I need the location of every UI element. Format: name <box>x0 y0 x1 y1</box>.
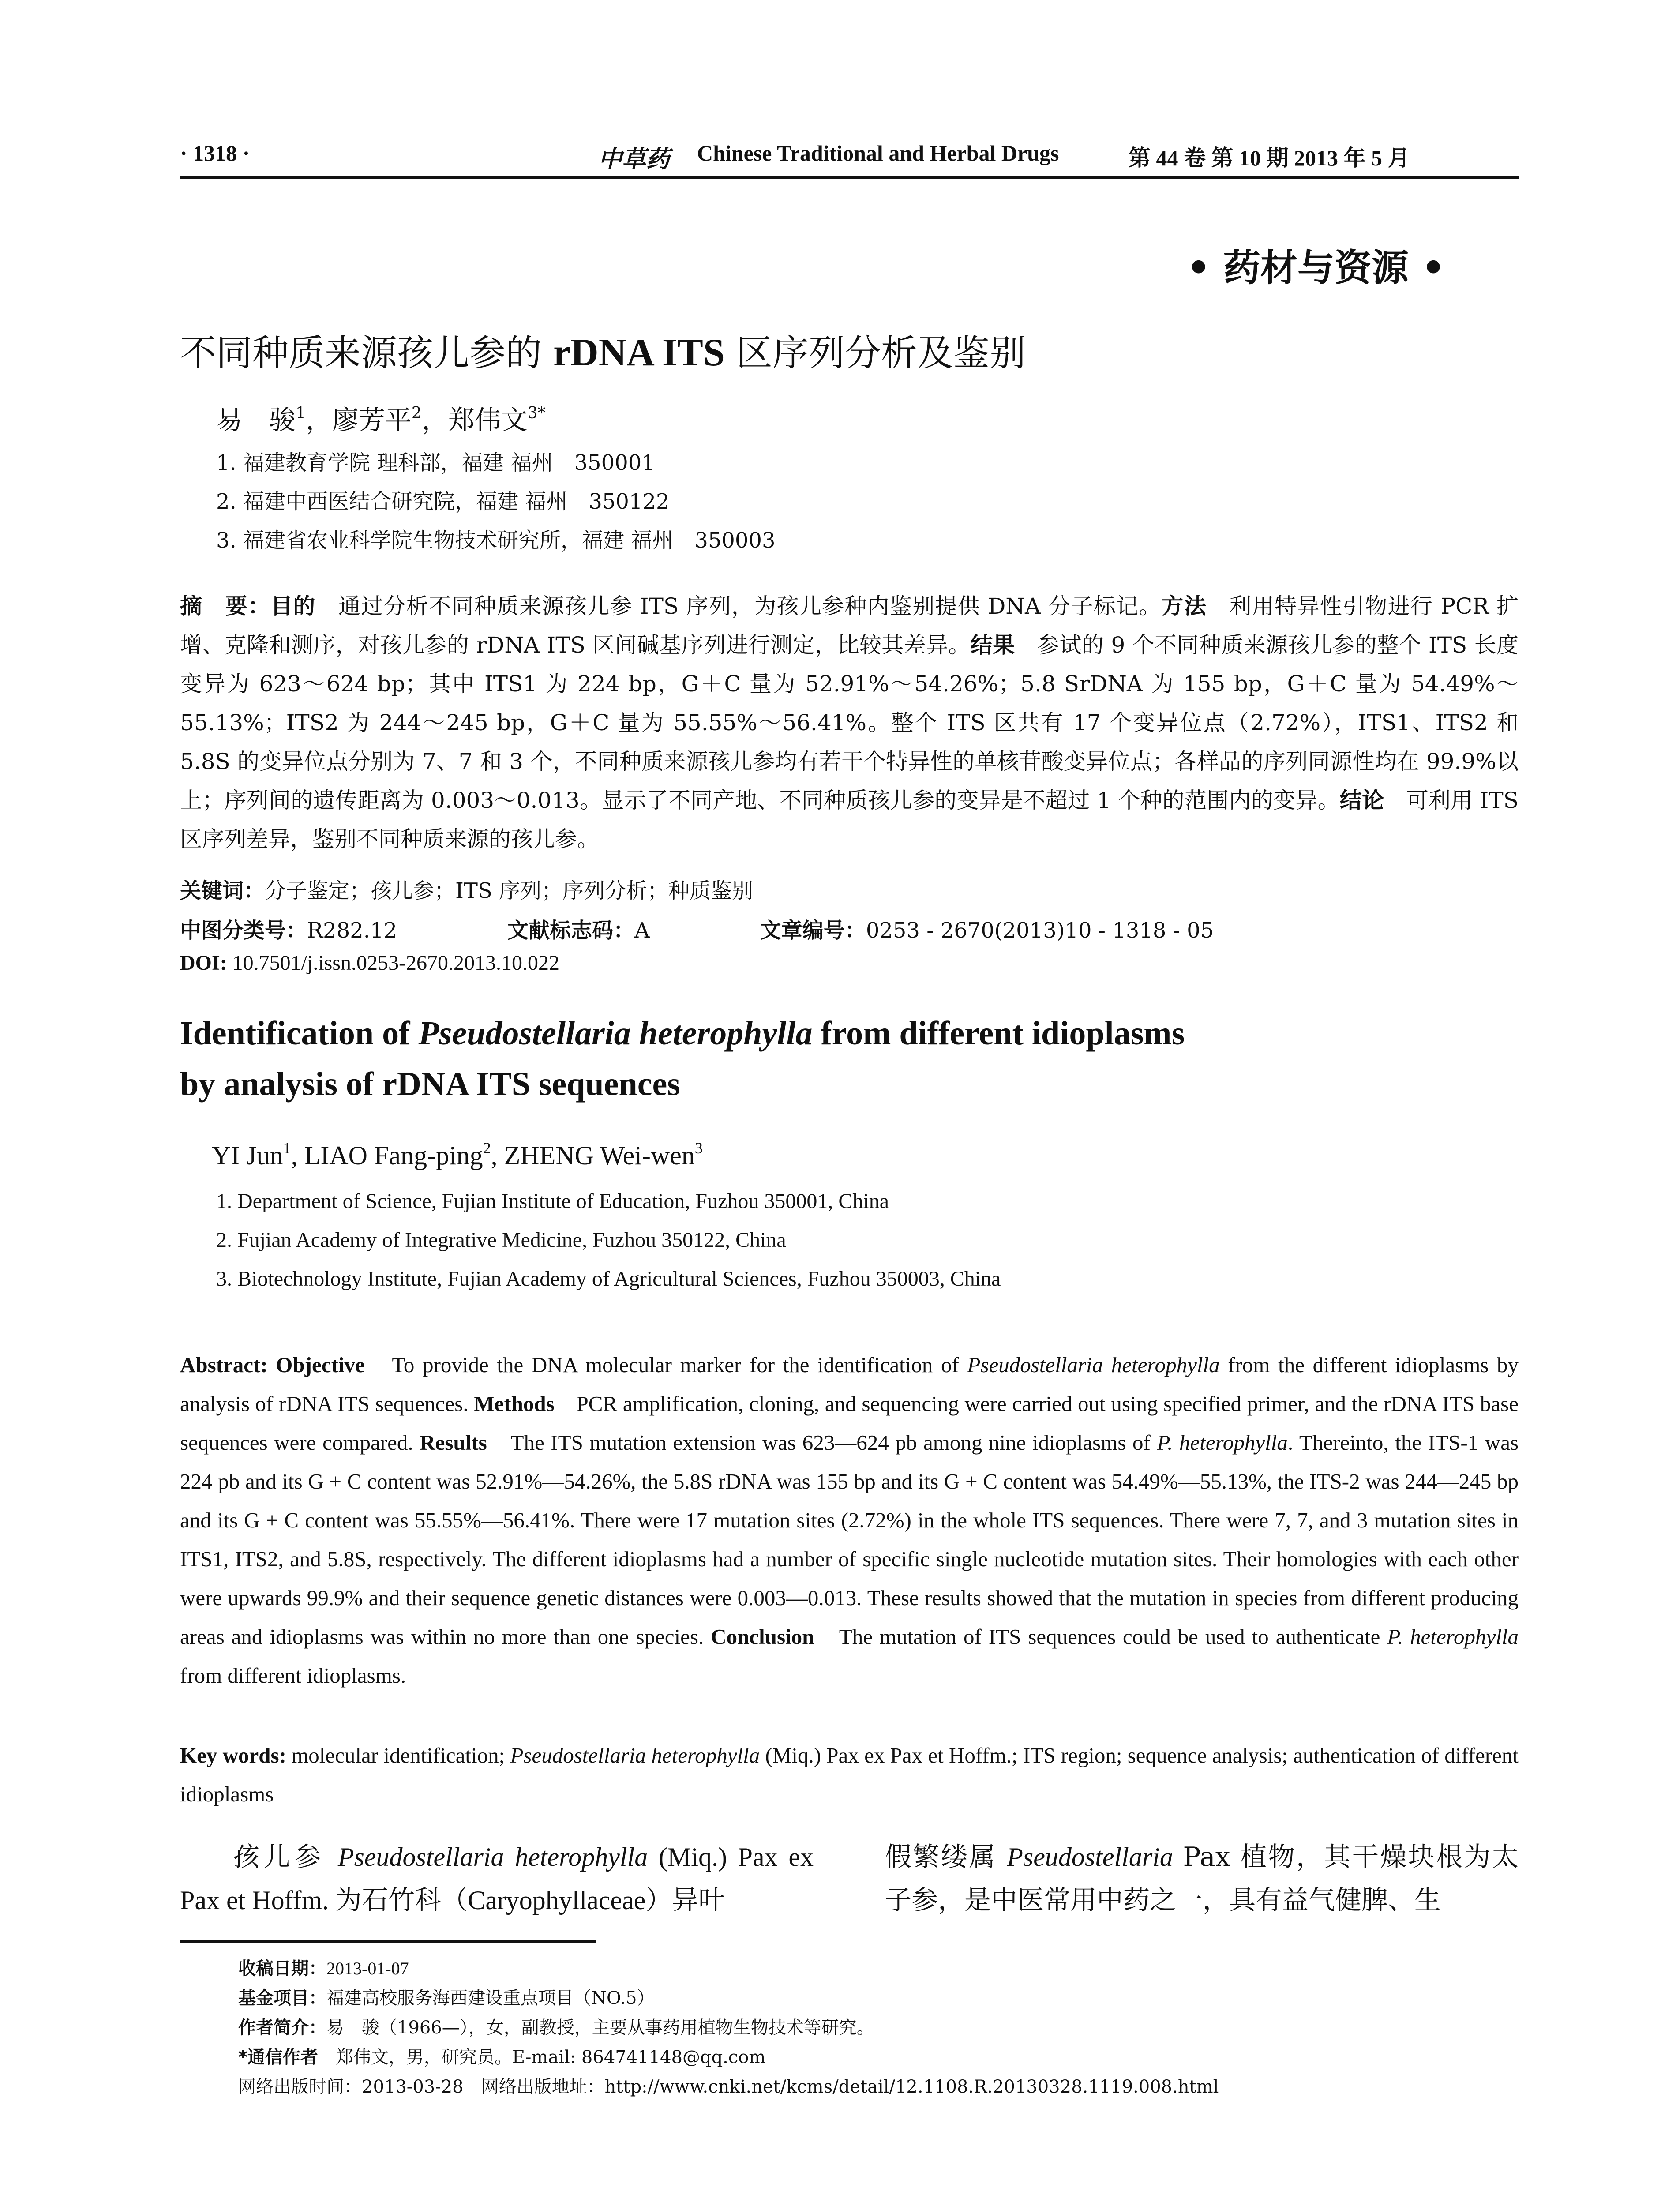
doc-label: 文献标志码： <box>507 918 635 943</box>
cn-affiliation: 1. 福建教育学院 理科部，福建 福州 350001 <box>216 450 655 475</box>
species-name: Pseudostellaria heterophylla <box>338 1842 648 1872</box>
issue-info: 第 44 卷 第 10 期 2013 年 5 月 <box>1129 146 1410 170</box>
cn-keywords <box>180 874 753 904</box>
body-text: Pax 植物，其干燥块根为太子参，是中医常用中药之一，具有益气健脾、生 <box>885 1842 1519 1916</box>
footnote-label: 收稿日期： <box>238 1958 326 1979</box>
cn-meta <box>180 913 1214 944</box>
conclusion-text: from different idioplasms. <box>180 1663 406 1688</box>
doi-label: DOI: <box>180 951 227 975</box>
en-abstract <box>180 1346 1519 1695</box>
author-affil-mark: 1 <box>283 1139 291 1157</box>
methods-label: 方法 <box>1161 593 1207 619</box>
genus-name: Pseudostellaria <box>1007 1842 1173 1872</box>
author-sep: , <box>291 1141 304 1170</box>
keywords-text: 分子鉴定；孩儿参；ITS 序列；序列分析；种质鉴别 <box>265 878 754 903</box>
keywords-text: molecular identification; <box>286 1743 510 1767</box>
body-text: 假繁缕属 <box>885 1842 1007 1872</box>
author-affil-mark: 2 <box>411 404 422 422</box>
author-affil-mark: 3 <box>694 1139 703 1157</box>
footnote-received <box>238 1955 409 1980</box>
body-column-left <box>180 1835 814 1922</box>
en-authors <box>212 1141 703 1171</box>
author-affil-mark: 2 <box>483 1139 491 1157</box>
keywords-label: 关键词： <box>180 878 265 903</box>
results-text: . Thereinto, the ITS-1 was 224 pb and its G + C content was 52.91%—54.26%, the 5.8S rDNA was 155 bp and its G + C content was 54.49%—55.13%, the ITS-2 was 244—245 bp and its G + C content was 55.55%—56.41%. There were 17 mutation sites (2.72%) in the whole ITS sequences. There were 7, 7, and 3 mutation sites in ITS1, ITS2, and 5.8S, respectively. The different idioplasms had a number of specific single nucleotide mutation sites. Their homologies with each other were upwards 99.9% and their sequence genetic distances were 0.003—0.013. These results showed that the mutation in species from different producing areas and idioplasms was within no more than one species. <box>180 1430 1519 1649</box>
results-label: Results <box>420 1430 487 1455</box>
species-name: Pseudostellaria heterophylla <box>510 1743 760 1767</box>
cn-title <box>180 324 1026 376</box>
en-affiliation: 1. Department of Science, Fujian Institute of Education, Fuzhou 350001, China <box>216 1189 889 1213</box>
author-name: 廖芳平 <box>332 405 412 436</box>
author-name: LIAO Fang-ping <box>304 1141 483 1170</box>
body-text: (Miq.) Pax ex Pax et Hoffm. 为石竹科（Caryophyllaceae）异叶 <box>180 1842 814 1915</box>
en-affiliation: 3. Biotechnology Institute, Fujian Academy of Agricultural Sciences, Fuzhou 350003, China <box>216 1267 1001 1291</box>
article-value: 0253 - 2670(2013)10 - 1318 - 05 <box>866 918 1214 943</box>
objective-text: from the different idioplasms by analysis of rDNA ITS sequences. <box>180 1353 1519 1416</box>
conclusion-text: The mutation of ITS sequences could be used to authenticate <box>814 1624 1388 1649</box>
cn-authors <box>216 399 546 437</box>
results-label: 结果 <box>970 632 1015 658</box>
footnote-correspondence <box>238 2043 765 2068</box>
results-text: The ITS mutation extension was 623—624 pb among nine idioplasms of <box>487 1430 1157 1455</box>
page-number: · 1318 · <box>180 141 250 165</box>
footnote-label: 基金项目： <box>238 1988 326 2008</box>
clc-value: R282.12 <box>307 918 398 943</box>
author-name: 郑伟文 <box>448 405 528 436</box>
conclusion-label: Conclusion <box>711 1624 814 1649</box>
methods-label: Methods <box>474 1392 555 1416</box>
doi-value[interactable]: 10.7501/j.issn.0253-2670.2013.10.022 <box>227 951 560 975</box>
author-name: YI Jun <box>212 1141 283 1170</box>
footnote-text: 福建高校服务海西建设重点项目（NO.5） <box>326 1988 655 2008</box>
footnote-label: 作者简介： <box>238 2018 326 2038</box>
en-title <box>180 1008 1519 1110</box>
methods-text: PCR amplification, cloning, and sequencing were carried out using specified primer, and the rDNA ITS base sequences were compared. <box>180 1392 1519 1455</box>
en-title-species: Pseudostellaria heterophylla <box>418 1015 813 1052</box>
conclusion-label: 结论 <box>1339 788 1384 813</box>
running-header <box>180 140 1519 176</box>
cn-title-part: 区序列分析及鉴别 <box>724 332 1026 374</box>
conclusion-text: 可利用 ITS 区序列差异，鉴别不同种质来源的孩儿参。 <box>180 788 1519 852</box>
species-name: P. heterophylla <box>1387 1624 1519 1649</box>
cn-abstract <box>180 587 1519 859</box>
author-name: ZHENG Wei-wen <box>504 1141 695 1170</box>
abstract-label: Abstract: <box>180 1353 268 1377</box>
footnote-fund <box>238 1984 655 2009</box>
body-column-right <box>885 1835 1519 1922</box>
journal-logo: 中草药 <box>598 145 670 173</box>
clc-label: 中图分类号： <box>180 918 308 943</box>
doi-line <box>180 951 559 975</box>
objective-label: Objective <box>267 1353 365 1377</box>
results-text: 参试的 9 个不同种质来源孩儿参的整个 ITS 长度变异为 623～624 bp；其中 ITS1 为 224 bp，G＋C 量为 52.91%～54.26%；5.8 SrDNA 为 155 bp，G＋C 量为 54.49%～55.13%；ITS2 为 244～245 bp，G＋C 量为 55.55%～56.41%。整个 ITS 区共有 17 个变异位点（2.72%），ITS1、ITS2 和 5.8S 的变异位点分别为 7、7 和 3 个，不同种质来源孩儿参均有若干个特异性的单核苷酸变异位点；各样品的序列同源性均在 99.9%以上；序列间的遗传距离为 0.003～0.013。显示了不同产地、不同种质孩儿参的变异是不超过 1 个种的范围内的变异。 <box>180 632 1519 813</box>
species-name: P. heterophylla <box>1157 1430 1288 1455</box>
footnote-author <box>238 2014 874 2039</box>
journal-name-en: Chinese Traditional and Herbal Drugs <box>697 141 1059 165</box>
footnote-label: *通信作者 <box>238 2047 318 2067</box>
body-text: 孩儿参 <box>233 1842 338 1872</box>
section-label: • 药材与资源 • <box>1187 246 1445 289</box>
header-rule <box>180 176 1519 179</box>
cn-title-part: 不同种质来源孩儿参的 <box>180 332 554 374</box>
author-affil-mark: 1 <box>296 404 306 422</box>
en-title-part: from different idioplasms <box>812 1015 1185 1052</box>
footnote-text: 郑伟文，男，研究员。E-mail: 864741148@qq.com <box>318 2047 766 2067</box>
cn-affiliation: 3. 福建省农业科学院生物技术研究所，福建 福州 350003 <box>216 528 776 553</box>
en-keywords <box>180 1736 1519 1814</box>
author-sep: ， <box>421 405 448 436</box>
objective-text: 通过分析不同种质来源孩儿参 ITS 序列，为孩儿参种内鉴别提供 DNA 分子标记。 <box>315 593 1162 619</box>
species-name: Pseudostellaria heterophylla <box>967 1353 1220 1377</box>
author-name: 易 骏 <box>216 405 296 436</box>
abstract-label: 摘 要： <box>180 593 271 619</box>
objective-text: To provide the DNA molecular marker for the identification of <box>364 1353 968 1377</box>
doc-value: A <box>634 918 650 943</box>
author-sep: , <box>491 1141 504 1170</box>
footnote-rule <box>180 1940 596 1943</box>
en-title-line2: by analysis of rDNA ITS sequences <box>180 1065 680 1103</box>
footnote-text: 2013-01-07 <box>326 1958 409 1978</box>
footnote-online: 网络出版时间：2013-03-28 网络出版地址：http://www.cnki.net/kcms/detail/12.1108.R.20130328.1119.008.html <box>238 2077 1219 2097</box>
keywords-text: (Miq.) Pax ex Pax et Hoffm.; ITS region; sequence analysis; authentication of different idioplasms <box>180 1743 1519 1806</box>
article-label: 文章编号： <box>760 918 866 943</box>
cn-title-en-part: rDNA ITS <box>553 331 725 374</box>
objective-label: 目的 <box>270 593 316 619</box>
en-affiliation: 2. Fujian Academy of Integrative Medicine, Fuzhou 350122, China <box>216 1228 786 1252</box>
footnote-text: 易 骏（1966—），女，副教授，主要从事药用植物生物技术等研究。 <box>326 2018 874 2038</box>
methods-text: 利用特异性引物进行 PCR 扩增、克隆和测序，对孩儿参的 rDNA ITS 区间碱基序列进行测定，比较其差异。 <box>180 593 1519 658</box>
author-sep: ， <box>305 405 332 436</box>
keywords-label: Key words: <box>180 1743 286 1767</box>
en-title-part: Identification of <box>180 1015 419 1052</box>
cn-affiliation: 2. 福建中西医结合研究院，福建 福州 350122 <box>216 489 670 514</box>
author-affil-mark: 3* <box>527 404 546 422</box>
